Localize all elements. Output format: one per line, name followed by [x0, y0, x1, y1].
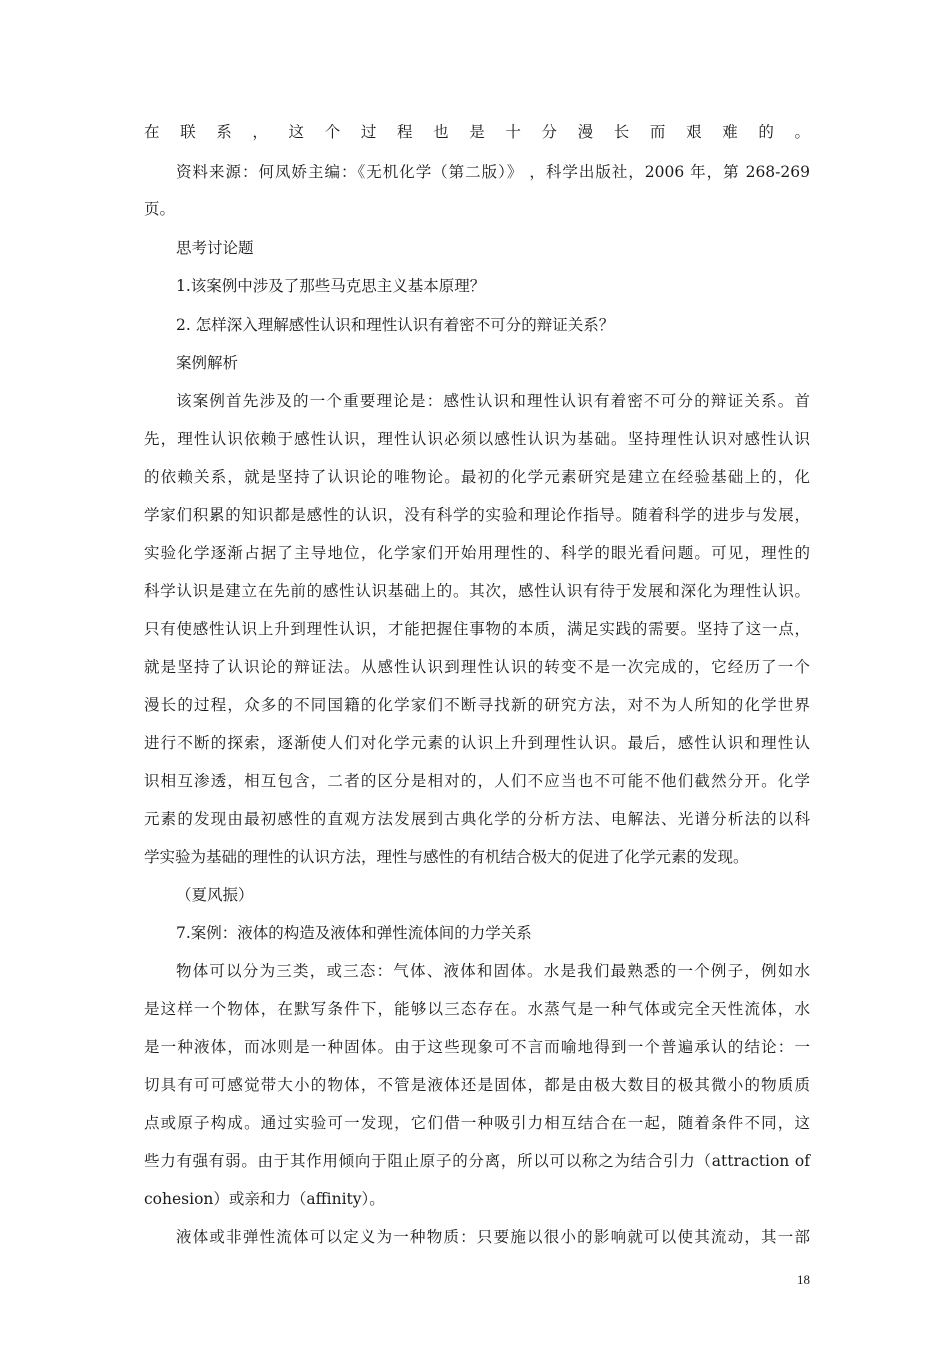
analysis-paragraph-line: 实验化学逐渐占据了主导地位，化学家们开始用理性的、科学的眼光看问题。可见，理性的	[144, 544, 810, 562]
case-paragraph-line: 切具有可可感觉带大小的物体，不管是液体还是固体，都是由极大数目的极其微小的物质质	[144, 1076, 810, 1094]
analysis-paragraph-line: 先，理性认识依赖于感性认识，理性认识必须以感性认识为基础。坚持理性认识对感性认识	[144, 430, 810, 448]
case-paragraph-line: 是一种液体，而冰则是一种固体。由于这些现象可不言而喻地得到一个普遍承认的结论：一	[144, 1038, 810, 1056]
discussion-heading: 思考讨论题	[176, 239, 254, 257]
analysis-paragraph-line: 科学认识是建立在先前的感性认识基础上的。其次，感性认识有待于发展和深化为理性认识。	[144, 582, 810, 600]
analysis-paragraph-line: 进行不断的探索，逐渐使人们对化学元素的认识上升到理性认识。最后，感性认识和理性认	[144, 734, 810, 752]
analysis-heading: 案例解析	[176, 354, 239, 372]
case-7-heading: 7.案例：液体的构造及液体和弹性流体间的力学关系	[176, 924, 532, 942]
page-number: 18	[797, 1272, 810, 1287]
analysis-paragraph-line: 学实验为基础的理性的认识方法，理性与感性的有机结合极大的促进了化学元素的发现。	[144, 848, 749, 866]
case-paragraph-line: 物体可以分为三类，或三态：气体、液体和固体。水是我们最熟悉的一个例子，例如水	[176, 962, 810, 980]
analysis-paragraph-line: 只有使感性认识上升到理性认识，才能把握住事物的本质，满足实践的需要。坚持了这一点，	[144, 620, 810, 638]
analysis-paragraph-line: 学家们积累的知识都是感性的认识，没有科学的实验和理论作指导。随着科学的进步与发展，	[144, 506, 810, 524]
discussion-question-1: 1.该案例中涉及了那些马克思主义基本原理？	[176, 277, 486, 295]
case-paragraph-line: 液体或非弹性流体可以定义为一种物质：只要施以很小的影响就可以使其流动，其一部	[176, 1228, 810, 1246]
case-paragraph-line: 是这样一个物体，在默写条件下，能够以三态存在。水蒸气是一种气体或完全天性流体，水	[144, 1000, 810, 1018]
discussion-question-2: 2. 怎样深入理解感性认识和理性认识有着密不可分的辩证关系？	[176, 316, 615, 334]
source-citation-line: 页。	[144, 200, 176, 218]
author-attribution: （夏风振）	[176, 886, 254, 904]
analysis-paragraph-line: 就是坚持了认识论的辩证法。从感性认识到理性认识的转变不是一次完成的，它经历了一个	[144, 658, 810, 676]
analysis-paragraph-line: 的依赖关系，就是坚持了认识论的唯物论。最初的化学元素研究是建立在经验基础上的，化	[144, 468, 810, 486]
analysis-paragraph-line: 漫长的过程，众多的不同国籍的化学家们不断寻找新的研究方法，对不为人所知的化学世界	[144, 696, 810, 714]
analysis-paragraph-line: 元素的发现由最初感性的直观方法发展到古典化学的分析方法、电解法、光谱分析法的以科	[144, 810, 810, 828]
case-paragraph-line: cohesion）或亲和力（affinity）。	[144, 1190, 385, 1208]
paragraph-end-line: 在联系，这个过程也是十分漫长而艰难的。	[144, 123, 810, 141]
case-paragraph-line: 点或原子构成。通过实验可一发现，它们借一种吸引力相互结合在一起，随着条件不同，这	[144, 1114, 810, 1132]
source-citation-line: 资料来源：何凤娇主编：《无机化学（第二版）》 ，科学出版社，2006 年，第 268-269	[176, 163, 810, 181]
analysis-paragraph-line: 该案例首先涉及的一个重要理论是：感性认识和理性认识有着密不可分的辩证关系。首	[176, 392, 810, 410]
case-paragraph-line: 些力有强有弱。由于其作用倾向于阻止原子的分离，所以可以称之为结合引力（attraction of	[144, 1152, 810, 1170]
analysis-paragraph-line: 识相互渗透，相互包含，二者的区分是相对的，人们不应当也不可能不他们截然分开。化学	[144, 772, 810, 790]
